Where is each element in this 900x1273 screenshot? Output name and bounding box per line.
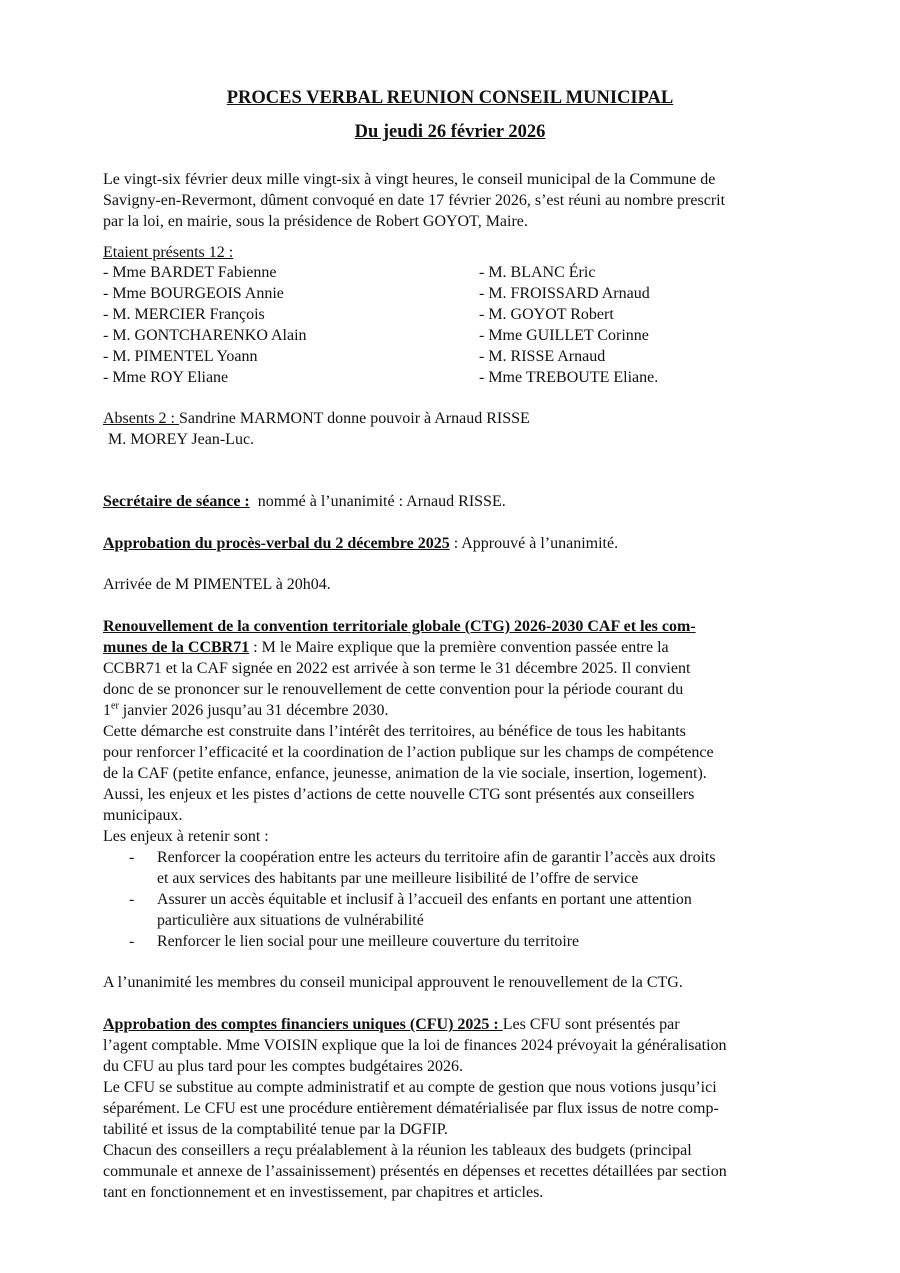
document-title: PROCES VERBAL REUNION CONSEIL MUNICIPAL [226, 88, 674, 108]
cfu-line: Chacun des conseillers a reçu préalablement à la réunion les tableaux des budgets (principal [103, 1142, 692, 1159]
ctg-line: Aussi, les enjeux et les pistes d’actions de cette nouvelle CTG sont présentés aux conseillers [103, 786, 695, 803]
intro-line: par la loi, en mairie, sous la présidence de Robert GOYOT, Maire. [103, 213, 528, 230]
present-member: - Mme ROY Eliane [103, 369, 229, 386]
present-member: - M. GONTCHARENKO Alain [103, 327, 307, 344]
present-member: - M. BLANC Éric [479, 264, 596, 281]
bullet-text: Assurer un accès équitable et inclusif à l’accueil des enfants en portant une attention [157, 891, 692, 908]
cfu-line: tant en fonctionnement et en investissement, par chapitres et articles. [103, 1184, 544, 1201]
intro-line: Savigny-en-Revermont, dûment convoqué en date 17 février 2026, s’est réuni au nombre prescrit [103, 192, 726, 209]
document-date: Du jeudi 26 février 2026 [354, 122, 546, 142]
ctg-heading: Renouvellement de la convention territoriale globale (CTG) 2026-2030 CAF et les com- [103, 618, 696, 635]
ctg-heading-end: munes de la CCBR71 [103, 639, 250, 656]
bullet-text: Renforcer le lien social pour une meilleure couverture du territoire [157, 933, 580, 950]
present-member: - Mme TREBOUTE Eliane. [479, 369, 659, 386]
ctg-text: : M le Maire explique que la première convention passée entre la [249, 639, 669, 656]
ctg-conclusion: A l’unanimité les membres du conseil municipal approuvent le renouvellement de la CTG. [103, 974, 683, 991]
secretary-label: Secrétaire de séance : [103, 493, 250, 510]
ctg-line: pour renforcer l’efficacité et la coordination de l’action publique sur les champs de compétence [103, 744, 714, 761]
present-member: - M. MERCIER François [103, 306, 265, 323]
bullet-dash: - [129, 891, 135, 908]
bullet-text: particulière aux situations de vulnérabilité [157, 912, 424, 929]
secretary-line [103, 492, 506, 513]
approval-text: : Approuvé à l’unanimité. [449, 535, 619, 552]
ctg-line: Les enjeux à retenir sont : [103, 828, 269, 845]
bullet-dash: - [129, 849, 135, 866]
absent-line [103, 409, 530, 430]
bullet-dash: - [129, 933, 135, 950]
present-member: - M. RISSE Arnaud [479, 348, 606, 365]
cfu-line: l’agent comptable. Mme VOISIN explique que la loi de finances 2024 prévoyait la généralisation [103, 1037, 727, 1054]
absent-member: Sandrine MARMONT donne pouvoir à Arnaud RISSE [179, 410, 530, 427]
ctg-text: 1 [103, 702, 111, 719]
intro-line: Le vingt-six février deux mille vingt-six à vingt heures, le conseil municipal de la Commune de [103, 171, 716, 188]
cfu-line: communale et annexe de l’assainissement) présentés en dépenses et recettes détaillées par section [103, 1163, 727, 1180]
present-member: - M. GOYOT Robert [479, 306, 614, 323]
bullet-text: et aux services des habitants par une meilleure lisibilité de l’offre de service [157, 870, 639, 887]
present-member: - Mme BARDET Fabienne [103, 264, 277, 281]
ctg-superscript: er [111, 700, 119, 712]
ctg-line: CCBR71 et la CAF signée en 2022 est arrivée à son terme le 31 décembre 2025. Il convient [103, 660, 691, 677]
cfu-line: tabilité et issus de la comptabilité tenue par la DGFIP. [103, 1121, 448, 1138]
ctg-text: janvier 2026 jusqu’au 31 décembre 2030. [118, 702, 389, 719]
approval-label: Approbation du procès-verbal du 2 décembre 2025 [103, 535, 450, 552]
secretary-text: nommé à l’unanimité : Arnaud RISSE. [249, 493, 506, 510]
bullet-text: Renforcer la coopération entre les acteurs du territoire afin de garantir l’accès aux droits [157, 849, 716, 866]
cfu-text: Les CFU sont présentés par [502, 1016, 680, 1033]
absent-label: Absents 2 : [103, 410, 179, 427]
ctg-line [103, 638, 669, 659]
present-member: - Mme BOURGEOIS Annie [103, 285, 284, 302]
present-member: - M. FROISSARD Arnaud [479, 285, 650, 302]
arrival-note: Arrivée de M PIMENTEL à 20h04. [103, 576, 331, 593]
present-member: - Mme GUILLET Corinne [479, 327, 649, 344]
present-member: - M. PIMENTEL Yoann [103, 348, 258, 365]
present-label: Etaient présents 12 : [103, 244, 234, 261]
ctg-line: de la CAF (petite enfance, enfance, jeunesse, animation de la vie sociale, insertion, logement). [103, 765, 707, 782]
cfu-line: séparément. Le CFU est une procédure entièrement dématérialisée par flux issus de notre comp- [103, 1100, 719, 1117]
cfu-line: Le CFU se substitue au compte administratif et au compte de gestion que nous votions jusqu’ici [103, 1079, 717, 1096]
cfu-heading: Approbation des comptes financiers uniques (CFU) 2025 : [103, 1016, 503, 1033]
ctg-line: Cette démarche est construite dans l’intérêt des territoires, au bénéfice de tous les habitants [103, 723, 686, 740]
absent-member: M. MOREY Jean-Luc. [108, 431, 255, 448]
cfu-line: du CFU au plus tard pour les comptes budgétaires 2026. [103, 1058, 463, 1075]
ctg-line: donc de se prononcer sur le renouvellement de cette convention pour la période courant du [103, 681, 684, 698]
ctg-line [103, 701, 388, 722]
cfu-line [103, 1015, 680, 1036]
approval-line [103, 534, 618, 555]
ctg-line: municipaux. [103, 807, 183, 824]
